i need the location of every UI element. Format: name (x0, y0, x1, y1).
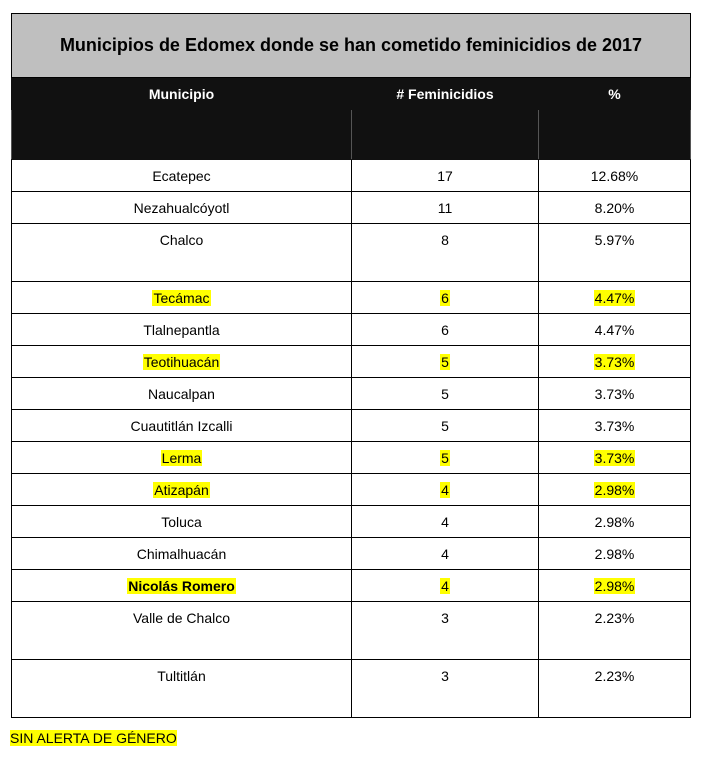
spacer-cell (12, 110, 352, 160)
cell-municipio (12, 192, 352, 224)
cell-municipio (12, 506, 352, 538)
cell-percent (539, 378, 691, 410)
cell-percent (539, 346, 691, 378)
cell-municipio (12, 660, 352, 718)
cell-percent-text: 8.20% (594, 199, 635, 216)
cell-count (352, 224, 539, 282)
cell-count (352, 378, 539, 410)
table-row (12, 160, 691, 192)
cell-count (352, 192, 539, 224)
cell-percent-text: 12.68% (590, 167, 639, 184)
cell-count (352, 282, 539, 314)
cell-percent-text: 2.98% (594, 513, 635, 530)
cell-count (352, 660, 539, 718)
cell-percent-text: 2.23% (594, 668, 635, 684)
cell-percent (539, 660, 691, 718)
cell-count (352, 570, 539, 602)
table-row (12, 538, 691, 570)
cell-count-text: 6 (441, 321, 449, 338)
cell-percent-text: 5.97% (594, 232, 635, 248)
header-spacer-row (12, 110, 691, 160)
cell-municipio (12, 442, 352, 474)
cell-count (352, 442, 539, 474)
cell-municipio-text: Tlalnepantla (143, 321, 220, 338)
cell-municipio-text: Chimalhuacán (136, 545, 227, 562)
table-row (12, 378, 691, 410)
cell-percent-text: 3.73% (594, 449, 635, 466)
cell-percent (539, 506, 691, 538)
cell-count-text: 17 (437, 167, 453, 184)
header-row (12, 78, 691, 110)
cell-percent-text: 4.47% (594, 321, 635, 338)
cell-percent (539, 538, 691, 570)
cell-municipio-text: Cuautitlán Izcalli (130, 417, 233, 434)
cell-percent-text: 2.98% (594, 545, 635, 562)
cell-count-text: 4 (441, 545, 449, 562)
table-row (12, 474, 691, 506)
cell-percent-text: 3.73% (594, 385, 635, 402)
cell-municipio (12, 346, 352, 378)
cell-percent-text: 3.73% (594, 417, 635, 434)
cell-count (352, 538, 539, 570)
spacer-cell (352, 110, 539, 160)
cell-municipio (12, 378, 352, 410)
table-row (12, 314, 691, 346)
table-row (12, 224, 691, 282)
cell-percent (539, 314, 691, 346)
cell-count (352, 602, 539, 660)
header-percent: % (539, 78, 691, 110)
cell-municipio (12, 282, 352, 314)
cell-count (352, 410, 539, 442)
cell-percent (539, 474, 691, 506)
legend-label: SIN ALERTA DE GÉNERO (10, 730, 177, 746)
cell-count-text: 3 (441, 610, 449, 626)
cell-percent (539, 602, 691, 660)
cell-percent (539, 442, 691, 474)
header-municipio: Municipio (12, 78, 352, 110)
cell-percent-text: 3.73% (594, 353, 635, 370)
cell-count (352, 314, 539, 346)
cell-municipio-text: Toluca (161, 513, 202, 530)
cell-count-text: 3 (441, 668, 449, 684)
cell-municipio-text: Nicolás Romero (128, 577, 235, 594)
cell-municipio-text: Lerma (161, 449, 202, 466)
header-feminicidios: # Feminicidios (352, 78, 539, 110)
table-container (11, 13, 690, 718)
cell-count (352, 346, 539, 378)
cell-percent-text: 2.23% (594, 610, 635, 626)
feminicidios-table (11, 13, 691, 718)
cell-municipio (12, 410, 352, 442)
cell-percent (539, 570, 691, 602)
cell-percent (539, 192, 691, 224)
table-row (12, 442, 691, 474)
cell-percent (539, 282, 691, 314)
cell-municipio (12, 314, 352, 346)
cell-count-text: 4 (441, 577, 449, 594)
table-row (12, 346, 691, 378)
table-row (12, 282, 691, 314)
table-row (12, 410, 691, 442)
cell-count-text: 8 (441, 232, 449, 248)
cell-count-text: 11 (437, 199, 453, 216)
cell-municipio (12, 538, 352, 570)
cell-count (352, 506, 539, 538)
cell-percent (539, 410, 691, 442)
cell-municipio (12, 224, 352, 282)
spacer-cell (539, 110, 691, 160)
table-row (12, 660, 691, 718)
cell-count-text: 4 (441, 481, 449, 498)
table-row (12, 602, 691, 660)
cell-municipio (12, 570, 352, 602)
cell-municipio-text: Atizapán (154, 481, 209, 498)
cell-municipio-text: Tultitlán (157, 668, 206, 684)
cell-count (352, 160, 539, 192)
cell-percent-text: 2.98% (594, 577, 635, 594)
cell-municipio-text: Naucalpan (148, 385, 215, 402)
cell-percent-text: 4.47% (594, 289, 635, 306)
cell-percent (539, 160, 691, 192)
cell-percent (539, 224, 691, 282)
cell-municipio-text: Valle de Chalco (132, 610, 231, 626)
cell-count-text: 4 (441, 513, 449, 530)
cell-municipio-text: Chalco (159, 232, 204, 248)
title-row (12, 14, 691, 78)
table-row (12, 570, 691, 602)
cell-municipio-text: Teotihuacán (143, 353, 220, 370)
cell-municipio-text: Nezahualcóyotl (133, 199, 230, 216)
cell-municipio (12, 602, 352, 660)
table-row (12, 506, 691, 538)
legend-note (10, 730, 177, 746)
cell-count-text: 6 (441, 289, 449, 306)
cell-count-text: 5 (441, 449, 449, 466)
table-title: Municipios de Edomex donde se han cometido feminicidios de 2017 (12, 14, 691, 78)
cell-municipio-text: Ecatepec (152, 167, 211, 184)
cell-municipio-text: Tecámac (153, 289, 210, 306)
cell-municipio (12, 474, 352, 506)
cell-percent-text: 2.98% (594, 481, 635, 498)
cell-count (352, 474, 539, 506)
cell-count-text: 5 (441, 353, 449, 370)
table-row (12, 192, 691, 224)
cell-municipio (12, 160, 352, 192)
cell-count-text: 5 (441, 385, 449, 402)
cell-count-text: 5 (441, 417, 449, 434)
